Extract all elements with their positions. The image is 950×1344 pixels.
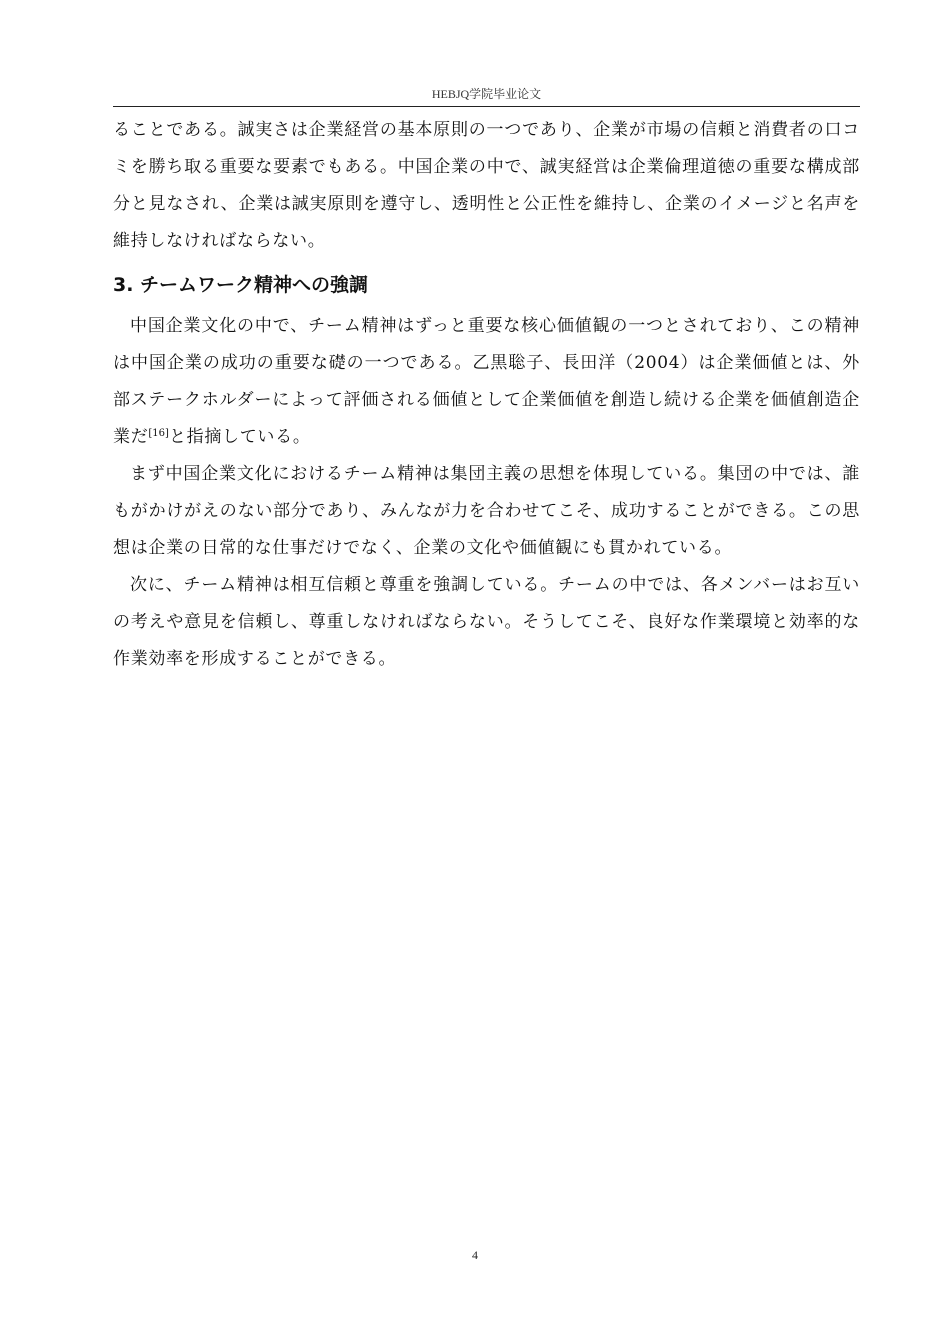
page-header [113,86,860,107]
paragraph-team-spirit-text: 中国企業文化の中で、チーム精神はずっと重要な核心価値観の一つとされており、この精神は中国企業の成功の重要な礎の一つである。乙黒聡子、長田洋（2004）は企業価値とは、外部ステークホルダーによって評価される価値として企業価値を創造し続ける企業を価値創造企業だ [113,316,860,447]
document-body [113,112,860,678]
paragraph-team-spirit-tail: と指摘している。 [168,427,311,447]
citation-reference[interactable]: [16] [148,428,169,439]
paragraph-intro-continuation: ることである。誠実さは企業経営の基本原則の一つであり、企業が市場の信頼と消費者の口コミを勝ち取る重要な要素でもある。中国企業の中で、誠実経営は企業倫理道徳の重要な構成部分と見なされ、企業は誠実原則を遵守し、透明性と公正性を維持し、企業のイメージと名声を維持しなければならない。 [113,120,860,251]
section-heading: 3. チームワーク精神への強調 [113,274,369,296]
paragraph-collectivism: まず中国企業文化におけるチーム精神は集団主義の思想を体現している。集団の中では、誰もがかけがえのない部分であり、みんなが力を合わせてこそ、成功することができる。この思想は企業の日常的な仕事だけでなく、企業の文化や価値観にも貫かれている。 [113,464,860,558]
paragraph-team-spirit [113,308,860,456]
paragraph-mutual-trust: 次に、チーム精神は相互信頼と尊重を強調している。チームの中では、各メンバーはお互いの考えや意見を信頼し、尊重しなければならない。そうしてこそ、良好な作業環境と効率的な作業効率を形成することができる。 [113,575,860,669]
header-title: HEBJQ学院毕业论文 [431,87,542,101]
page-number: 4 [472,1248,478,1262]
